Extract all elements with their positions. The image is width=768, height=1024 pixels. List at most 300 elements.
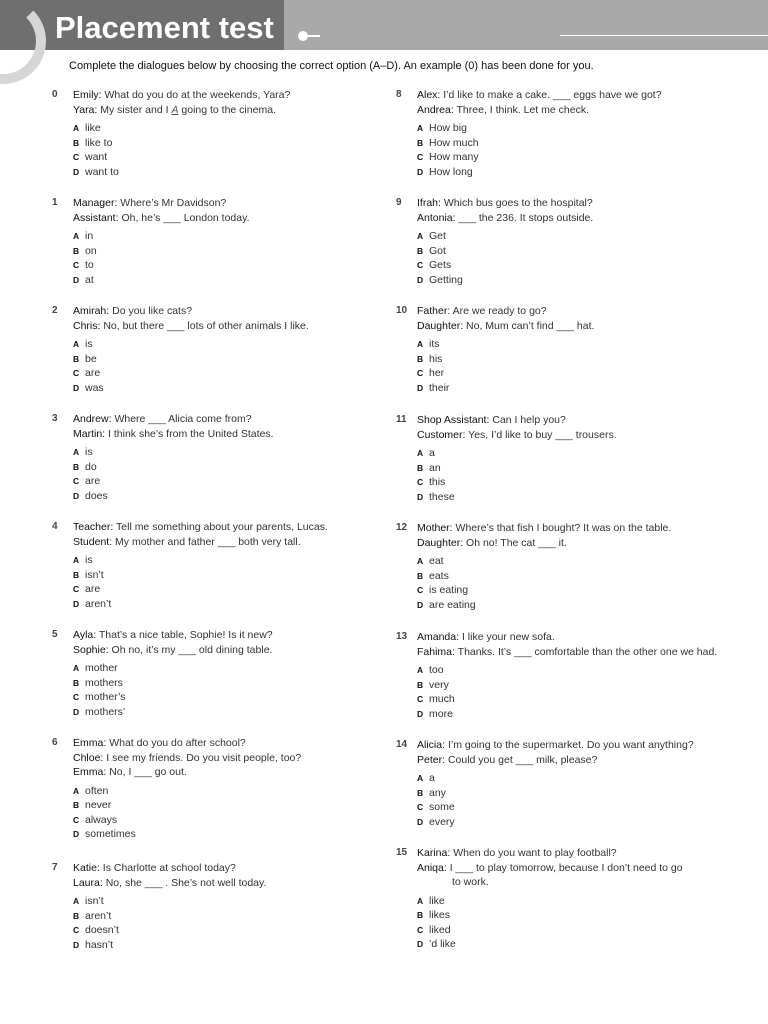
option-text: is <box>85 446 93 458</box>
question-body <box>417 630 736 721</box>
dialogue-line <box>73 751 392 766</box>
option-text: are eating <box>429 598 476 611</box>
speaker-name: Student: <box>73 535 113 548</box>
option-letter: D <box>417 708 424 719</box>
question-item <box>396 196 736 287</box>
dialogue-line <box>417 846 736 861</box>
dialogue-line <box>73 196 392 211</box>
answer-options <box>417 554 736 612</box>
answer-option <box>417 244 736 259</box>
dialogue-line <box>417 875 736 890</box>
answer-option <box>73 474 392 489</box>
dialogue-text: Where ___ Alicia come from? <box>114 413 252 425</box>
option-text: do <box>85 460 97 473</box>
answer-option <box>417 165 736 180</box>
option-text: How much <box>429 136 479 149</box>
dialogue-text: My mother and father ___ both very tall. <box>115 535 301 548</box>
answer-options <box>417 229 736 287</box>
answer-option <box>73 445 392 460</box>
dialogue-text: What do you do at the weekends, Yara? <box>104 89 291 101</box>
option-text: How many <box>429 151 479 163</box>
answer-option <box>417 908 736 923</box>
option-text: How big <box>429 122 467 134</box>
dialogue-line <box>73 211 392 226</box>
dialogue-line <box>417 103 736 118</box>
speaker-name: Antonia: <box>417 211 456 224</box>
dialogue-line <box>73 412 392 427</box>
option-letter: B <box>417 245 424 256</box>
answer-option <box>73 337 392 352</box>
option-letter: B <box>417 679 424 690</box>
answer-option <box>73 676 392 691</box>
option-text: are <box>85 583 101 595</box>
answer-options <box>417 663 736 721</box>
answer-option <box>73 568 392 583</box>
option-letter: B <box>417 353 424 364</box>
question-number: 8 <box>396 89 402 100</box>
answer-option <box>417 771 736 786</box>
example-answer: A <box>171 103 179 116</box>
option-text: always <box>85 813 118 826</box>
option-letter: A <box>73 123 80 133</box>
dialogue-text: Oh no, it’s my ___ old dining table. <box>111 643 273 656</box>
answer-option <box>73 813 392 828</box>
option-letter: D <box>73 939 80 950</box>
option-text: this <box>429 476 446 488</box>
question-number: 13 <box>396 631 408 642</box>
dialogue-text: Oh no! The cat ___ it. <box>466 536 567 549</box>
option-text: Getting <box>429 273 463 286</box>
option-text: is eating <box>429 584 469 596</box>
dialogue-text: Do you like cats? <box>112 305 193 317</box>
question-item <box>396 88 736 179</box>
dialogue-line <box>417 753 736 768</box>
dialogue-line <box>417 428 736 443</box>
option-text: is <box>85 338 93 350</box>
dialogue-line <box>73 628 392 643</box>
option-letter: A <box>73 231 80 241</box>
option-text: mother’s <box>85 691 126 703</box>
option-letter: B <box>417 462 424 473</box>
speaker-name: Sophie: <box>73 643 109 656</box>
option-letter: A <box>417 665 424 675</box>
option-letter: D <box>417 274 424 285</box>
dialogue-line <box>417 861 736 876</box>
answer-options <box>73 553 392 611</box>
answer-option <box>73 923 392 938</box>
answer-option <box>417 461 736 476</box>
option-letter: D <box>417 816 424 827</box>
dialogue-line <box>417 88 736 103</box>
answer-options <box>417 446 736 504</box>
option-text: Got <box>429 244 446 257</box>
dialogue-text: Where’s that fish I bought? It was on the table. <box>455 522 672 534</box>
option-letter: B <box>417 570 424 581</box>
speaker-name: Assistant: <box>73 211 119 224</box>
option-text: aren’t <box>85 909 112 922</box>
question-item <box>396 304 736 395</box>
answer-option <box>417 786 736 801</box>
question-item <box>52 861 392 952</box>
question-body <box>417 738 736 829</box>
question-item <box>52 628 392 719</box>
question-body <box>73 628 392 719</box>
option-letter: B <box>73 910 80 921</box>
option-letter: D <box>417 599 424 610</box>
answer-option <box>417 663 736 678</box>
dialogue-text: When do you want to play football? <box>453 847 617 859</box>
answer-option <box>417 923 736 938</box>
dialogue-text: I’d like to make a cake. ___ eggs have we got? <box>443 89 662 101</box>
dialogue-line <box>417 630 736 645</box>
dialogue-line <box>417 738 736 753</box>
option-letter: C <box>73 476 80 486</box>
option-letter: A <box>417 123 424 133</box>
dialogue-text: I’m going to the supermarket. Do you want anything? <box>447 739 694 751</box>
option-text: in <box>85 230 94 242</box>
option-letter: A <box>73 785 80 796</box>
page-title: Placement test <box>55 10 274 45</box>
question-number: 15 <box>396 847 408 858</box>
answer-options <box>417 771 736 829</box>
option-letter: C <box>417 477 424 487</box>
option-text: like <box>85 122 101 134</box>
option-text: too <box>429 664 444 676</box>
dialogue-line <box>417 196 736 211</box>
dialogue-text: going to the cinema. <box>178 103 276 116</box>
speaker-name: Ayla: <box>73 629 97 641</box>
dialogue-line <box>73 88 392 103</box>
speaker-name: Daughter: <box>417 319 464 332</box>
answer-option <box>417 569 736 584</box>
dialogue-text: I like your new sofa. <box>461 631 555 643</box>
speaker-name: Martin: <box>73 427 106 440</box>
speaker-name: Fahima: <box>417 645 455 658</box>
answer-option <box>73 909 392 924</box>
speaker-name: Alicia: <box>417 739 446 751</box>
option-text: an <box>429 461 441 474</box>
option-text: Get <box>429 230 446 242</box>
speaker-name: Emily: <box>73 89 102 101</box>
option-text: mothers <box>85 676 123 689</box>
speaker-name: Emma: <box>73 737 107 749</box>
question-item <box>396 738 736 829</box>
question-body <box>417 196 736 287</box>
dialogue-text: Is Charlotte at school today? <box>102 862 236 874</box>
option-letter: C <box>73 152 80 162</box>
option-letter: C <box>417 924 424 935</box>
option-text: was <box>85 381 104 394</box>
option-text: are <box>85 367 101 379</box>
question-body <box>73 412 392 503</box>
answer-options <box>417 121 736 179</box>
speaker-name: Yara: <box>73 103 98 116</box>
option-letter: D <box>417 166 424 177</box>
option-text: How long <box>429 165 473 178</box>
speaker-name: Alex: <box>417 89 441 101</box>
option-text: hasn’t <box>85 938 114 951</box>
option-text: much <box>429 693 455 705</box>
option-text: more <box>429 707 453 720</box>
answer-option <box>73 229 392 244</box>
question-number: 1 <box>52 197 58 208</box>
answer-option <box>417 554 736 569</box>
answer-options <box>73 121 392 179</box>
answer-option <box>73 381 392 396</box>
option-letter: A <box>73 339 80 349</box>
question-number: 4 <box>52 521 58 532</box>
option-letter: D <box>417 491 424 502</box>
option-text: is <box>85 554 93 566</box>
option-text: these <box>429 490 455 503</box>
answer-option <box>73 273 392 288</box>
question-number: 12 <box>396 522 408 533</box>
dialogue-line <box>73 736 392 751</box>
question-number: 2 <box>52 305 58 316</box>
speaker-name: Father: <box>417 305 451 317</box>
option-text: eats <box>429 569 449 582</box>
answer-options <box>73 784 392 842</box>
option-letter: A <box>417 448 424 458</box>
answer-option <box>73 827 392 842</box>
speaker-name: Chris: <box>73 319 101 332</box>
option-text: mother <box>85 662 118 674</box>
option-letter: A <box>73 663 80 673</box>
speaker-name: Daughter: <box>417 536 464 549</box>
dialogue-line <box>417 319 736 334</box>
answer-option <box>417 490 736 505</box>
answer-option <box>73 582 392 597</box>
answer-option <box>417 273 736 288</box>
option-text: some <box>429 801 455 813</box>
question-body <box>73 861 392 952</box>
answer-options <box>73 229 392 287</box>
dialogue-text: I see my friends. Do you visit people, too? <box>106 751 302 764</box>
speaker-name: Chloe: <box>73 751 104 764</box>
option-text: want <box>85 151 108 163</box>
answer-options <box>73 894 392 952</box>
question-item <box>52 196 392 287</box>
option-text: never <box>85 799 112 811</box>
option-letter: C <box>73 584 80 594</box>
option-letter: D <box>73 490 80 501</box>
option-letter: C <box>73 925 80 935</box>
option-text: on <box>85 244 97 257</box>
option-text: a <box>429 772 435 784</box>
question-body <box>417 413 736 504</box>
answer-option <box>73 553 392 568</box>
dialogue-line <box>73 535 392 550</box>
option-text: his <box>429 352 443 365</box>
speaker-name: Ifrah: <box>417 197 441 209</box>
question-body <box>417 521 736 612</box>
option-letter: D <box>73 598 80 609</box>
answer-option <box>73 938 392 953</box>
dialogue-text: I think she’s from the United States. <box>108 427 274 440</box>
dialogue-text: No, Mum can’t find ___ hat. <box>466 319 595 332</box>
answer-option <box>417 583 736 598</box>
dialogue-text: Can I help you? <box>492 414 566 426</box>
answer-option <box>417 381 736 396</box>
dialogue-line <box>417 304 736 319</box>
dialogue-text: to work. <box>452 876 489 888</box>
question-item <box>396 846 736 952</box>
answer-option <box>417 598 736 613</box>
question-body <box>73 736 392 842</box>
question-number: 6 <box>52 737 58 748</box>
option-text: does <box>85 489 108 502</box>
answer-option <box>417 815 736 830</box>
speaker-name: Mother: <box>417 522 453 534</box>
answer-option <box>73 258 392 273</box>
option-text: any <box>429 786 446 799</box>
speaker-name: Emma: <box>73 766 107 778</box>
question-item <box>396 413 736 504</box>
dialogue-line <box>417 521 736 536</box>
speaker-name: Laura: <box>73 876 103 889</box>
option-letter: C <box>73 260 80 270</box>
option-letter: D <box>73 166 80 177</box>
question-body <box>417 846 736 952</box>
question-item <box>396 630 736 721</box>
speaker-name: Customer: <box>417 428 466 441</box>
answer-option <box>417 894 736 909</box>
question-item <box>52 736 392 842</box>
dialogue-text: Which bus goes to the hospital? <box>443 197 593 209</box>
answer-option <box>417 692 736 707</box>
question-number: 0 <box>52 89 58 100</box>
instructions-text: Complete the dialogues below by choosing the correct option (A–D). An example (0) has been done for you. <box>69 60 594 72</box>
option-letter: B <box>73 677 80 688</box>
dialogue-text: My sister and I <box>100 103 172 116</box>
dialogue-text: Where’s Mr Davidson? <box>120 197 227 209</box>
speaker-name: Manager: <box>73 197 118 209</box>
option-text: like to <box>85 136 113 149</box>
dialogue-line <box>73 427 392 442</box>
option-text: Gets <box>429 259 452 271</box>
option-letter: D <box>73 274 80 285</box>
question-item <box>396 521 736 612</box>
option-letter: A <box>417 231 424 241</box>
answer-option <box>417 707 736 722</box>
question-number: 9 <box>396 197 402 208</box>
option-text: very <box>429 678 449 691</box>
question-item <box>52 412 392 503</box>
answer-options <box>73 661 392 719</box>
answer-option <box>73 489 392 504</box>
answer-option <box>73 894 392 909</box>
answer-option <box>417 352 736 367</box>
option-letter: C <box>417 585 424 595</box>
answer-option <box>73 597 392 612</box>
answer-option <box>417 446 736 461</box>
option-text: to <box>85 259 94 271</box>
question-number: 3 <box>52 413 58 424</box>
option-text: sometimes <box>85 828 136 840</box>
speaker-name: Katie: <box>73 862 100 874</box>
option-letter: B <box>417 137 424 148</box>
option-letter: A <box>417 773 424 783</box>
option-letter: B <box>73 800 80 810</box>
speaker-name: Amanda: <box>417 631 460 643</box>
option-letter: A <box>417 556 424 566</box>
speaker-name: Teacher: <box>73 521 114 533</box>
speaker-name: Andrea: <box>417 103 454 116</box>
question-number: 14 <box>396 739 408 750</box>
question-item <box>52 520 392 611</box>
option-text: her <box>429 367 445 379</box>
header-dot-ornament <box>298 31 308 41</box>
option-text: isn’t <box>85 895 104 907</box>
question-number: 10 <box>396 305 408 316</box>
answer-option <box>73 352 392 367</box>
answer-option <box>73 366 392 381</box>
option-text: eat <box>429 555 444 567</box>
speaker-name: Amirah: <box>73 305 110 317</box>
answer-option <box>73 690 392 705</box>
answer-option <box>417 475 736 490</box>
dialogue-line <box>73 643 392 658</box>
option-letter: A <box>417 895 424 906</box>
option-letter: A <box>73 896 80 906</box>
answer-option <box>417 800 736 815</box>
option-text: aren’t <box>85 597 112 610</box>
dialogue-text: Thanks. It’s ___ comfortable than the other one we had. <box>457 645 718 658</box>
option-text: often <box>85 784 109 797</box>
answer-option <box>417 337 736 352</box>
option-letter: D <box>417 939 424 949</box>
question-body <box>73 196 392 287</box>
dialogue-text: Oh, he’s ___ London today. <box>121 211 250 224</box>
option-text: be <box>85 352 97 365</box>
option-letter: C <box>73 814 80 825</box>
option-text: are <box>85 475 101 487</box>
answer-option <box>417 937 736 952</box>
answer-options <box>73 337 392 395</box>
option-text: like <box>429 894 445 907</box>
dialogue-line <box>73 876 392 891</box>
option-letter: B <box>417 787 424 798</box>
option-text: at <box>85 273 94 286</box>
option-letter: B <box>417 910 424 920</box>
option-letter: C <box>417 368 424 378</box>
option-text: mothers’ <box>85 705 126 718</box>
question-number: 11 <box>396 414 407 425</box>
dialogue-line <box>73 304 392 319</box>
answer-options <box>417 894 736 952</box>
option-text: a <box>429 447 435 459</box>
option-letter: C <box>417 152 424 162</box>
option-text: want to <box>85 165 119 178</box>
dialogue-text: Tell me something about your parents, Lucas. <box>116 521 328 533</box>
speaker-name: Andrew: <box>73 413 112 425</box>
answer-options <box>417 337 736 395</box>
dialogue-line <box>73 861 392 876</box>
answer-option <box>417 150 736 165</box>
answer-option <box>73 784 392 799</box>
option-letter: D <box>73 829 80 839</box>
dialogue-line <box>73 103 392 118</box>
question-body <box>417 304 736 395</box>
question-number: 5 <box>52 629 58 640</box>
answer-option <box>417 229 736 244</box>
option-letter: C <box>417 260 424 270</box>
option-letter: D <box>417 382 424 393</box>
answer-option <box>417 678 736 693</box>
option-letter: B <box>73 353 80 364</box>
dialogue-text: ___ the 236. It stops outside. <box>458 211 594 224</box>
dialogue-text: Could you get ___ milk, please? <box>447 753 598 766</box>
